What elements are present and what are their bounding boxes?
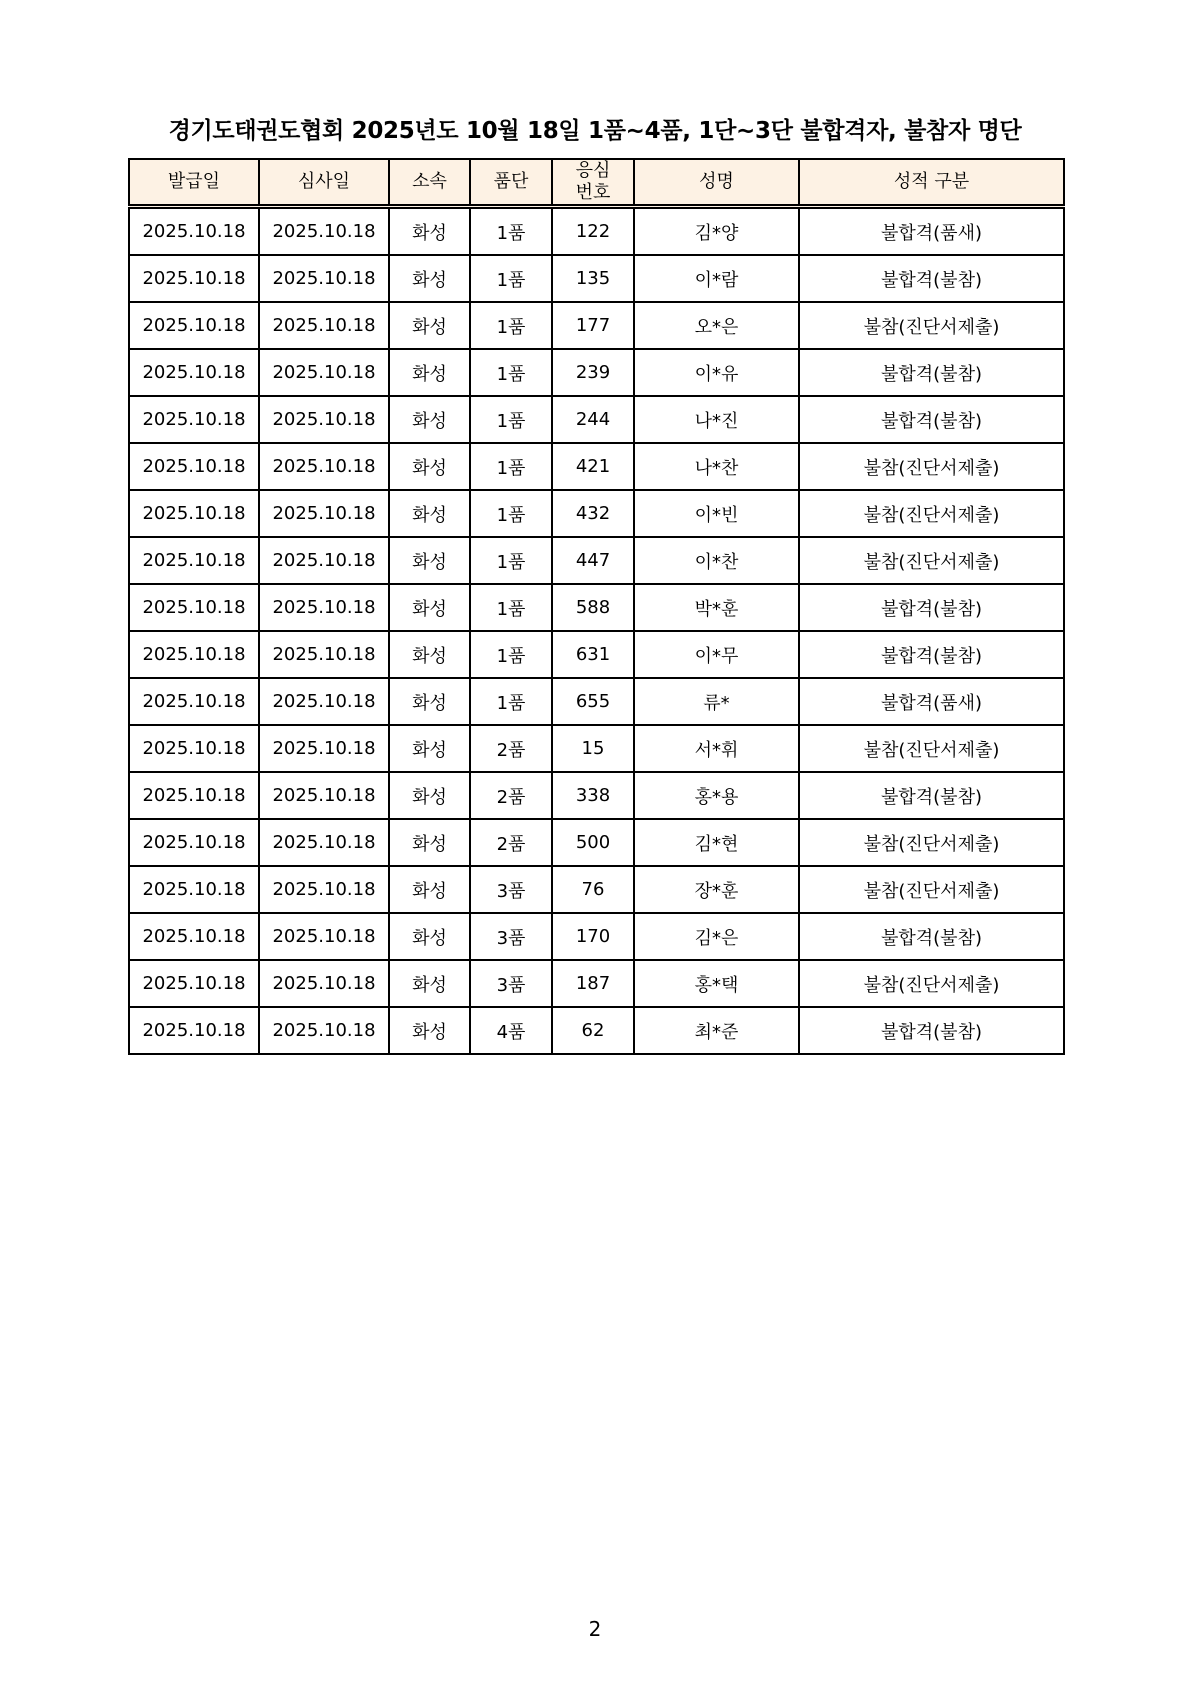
cell-result: 불참(진단서제출) (799, 866, 1064, 913)
cell-issue-date: 2025.10.18 (129, 725, 259, 772)
cell-issue-date: 2025.10.18 (129, 678, 259, 725)
cell-affiliation: 화성 (389, 960, 470, 1007)
cell-result: 불합격(불참) (799, 631, 1064, 678)
cell-exam-date: 2025.10.18 (259, 772, 389, 819)
header-col-result: 성적 구분 (799, 159, 1064, 207)
cell-issue-date: 2025.10.18 (129, 396, 259, 443)
cell-exam-number: 447 (552, 537, 634, 584)
cell-result: 불합격(불참) (799, 584, 1064, 631)
table-row (129, 349, 1064, 396)
table-row (129, 1007, 1064, 1054)
cell-exam-number: 655 (552, 678, 634, 725)
cell-exam-date: 2025.10.18 (259, 396, 389, 443)
cell-grade: 1품 (470, 537, 552, 584)
table-row (129, 819, 1064, 866)
cell-grade: 1품 (470, 584, 552, 631)
cell-exam-date: 2025.10.18 (259, 207, 389, 256)
cell-exam-number: 62 (552, 1007, 634, 1054)
table-row (129, 631, 1064, 678)
cell-grade: 2품 (470, 725, 552, 772)
table-row (129, 537, 1064, 584)
cell-affiliation: 화성 (389, 443, 470, 490)
cell-exam-number: 15 (552, 725, 634, 772)
cell-issue-date: 2025.10.18 (129, 255, 259, 302)
cell-name: 장*훈 (634, 866, 799, 913)
cell-affiliation: 화성 (389, 255, 470, 302)
cell-issue-date: 2025.10.18 (129, 207, 259, 256)
cell-exam-number: 122 (552, 207, 634, 256)
cell-affiliation: 화성 (389, 678, 470, 725)
cell-exam-date: 2025.10.18 (259, 678, 389, 725)
cell-exam-date: 2025.10.18 (259, 866, 389, 913)
cell-name: 서*휘 (634, 725, 799, 772)
cell-issue-date: 2025.10.18 (129, 913, 259, 960)
cell-result: 불참(진단서제출) (799, 443, 1064, 490)
cell-name: 김*은 (634, 913, 799, 960)
table-row (129, 913, 1064, 960)
header-col-name: 성명 (634, 159, 799, 207)
cell-name: 이*람 (634, 255, 799, 302)
cell-grade: 4품 (470, 1007, 552, 1054)
cell-affiliation: 화성 (389, 725, 470, 772)
cell-result: 불합격(불참) (799, 772, 1064, 819)
table-row (129, 678, 1064, 725)
cell-name: 이*찬 (634, 537, 799, 584)
cell-result: 불참(진단서제출) (799, 302, 1064, 349)
cell-affiliation: 화성 (389, 349, 470, 396)
table-row (129, 960, 1064, 1007)
table-body (129, 207, 1064, 1055)
cell-affiliation: 화성 (389, 866, 470, 913)
cell-exam-date: 2025.10.18 (259, 537, 389, 584)
cell-name: 김*양 (634, 207, 799, 256)
table-row (129, 866, 1064, 913)
cell-result: 불합격(불참) (799, 913, 1064, 960)
cell-exam-number: 421 (552, 443, 634, 490)
cell-grade: 2품 (470, 772, 552, 819)
cell-affiliation: 화성 (389, 819, 470, 866)
cell-affiliation: 화성 (389, 584, 470, 631)
cell-result: 불합격(불참) (799, 1007, 1064, 1054)
cell-issue-date: 2025.10.18 (129, 302, 259, 349)
cell-result: 불합격(불참) (799, 396, 1064, 443)
cell-affiliation: 화성 (389, 396, 470, 443)
cell-exam-number: 76 (552, 866, 634, 913)
cell-name: 이*유 (634, 349, 799, 396)
table-row (129, 490, 1064, 537)
cell-exam-date: 2025.10.18 (259, 913, 389, 960)
cell-affiliation: 화성 (389, 772, 470, 819)
cell-exam-date: 2025.10.18 (259, 302, 389, 349)
cell-name: 홍*용 (634, 772, 799, 819)
cell-exam-date: 2025.10.18 (259, 349, 389, 396)
cell-name: 이*무 (634, 631, 799, 678)
cell-grade: 1품 (470, 349, 552, 396)
cell-exam-number: 187 (552, 960, 634, 1007)
cell-exam-date: 2025.10.18 (259, 255, 389, 302)
result-table (128, 158, 1065, 1055)
cell-name: 최*준 (634, 1007, 799, 1054)
cell-name: 나*진 (634, 396, 799, 443)
header-col-exam-number: 응심 번호 (552, 159, 634, 207)
cell-exam-date: 2025.10.18 (259, 443, 389, 490)
table-row (129, 207, 1064, 256)
cell-issue-date: 2025.10.18 (129, 349, 259, 396)
cell-exam-number: 239 (552, 349, 634, 396)
cell-grade: 1품 (470, 443, 552, 490)
cell-issue-date: 2025.10.18 (129, 772, 259, 819)
cell-result: 불합격(불참) (799, 255, 1064, 302)
header-col-affiliation: 소속 (389, 159, 470, 207)
cell-grade: 3품 (470, 913, 552, 960)
cell-exam-number: 500 (552, 819, 634, 866)
table-row (129, 443, 1064, 490)
cell-name: 박*훈 (634, 584, 799, 631)
cell-issue-date: 2025.10.18 (129, 819, 259, 866)
cell-result: 불참(진단서제출) (799, 725, 1064, 772)
cell-affiliation: 화성 (389, 913, 470, 960)
cell-exam-date: 2025.10.18 (259, 819, 389, 866)
cell-exam-date: 2025.10.18 (259, 631, 389, 678)
header-row (129, 159, 1064, 207)
cell-exam-number: 631 (552, 631, 634, 678)
cell-name: 홍*택 (634, 960, 799, 1007)
cell-affiliation: 화성 (389, 302, 470, 349)
table-row (129, 725, 1064, 772)
cell-exam-number: 177 (552, 302, 634, 349)
cell-name: 오*은 (634, 302, 799, 349)
cell-result: 불참(진단서제출) (799, 819, 1064, 866)
cell-result: 불합격(품새) (799, 207, 1064, 256)
cell-exam-date: 2025.10.18 (259, 725, 389, 772)
cell-exam-number: 135 (552, 255, 634, 302)
cell-name: 류* (634, 678, 799, 725)
cell-name: 김*현 (634, 819, 799, 866)
cell-affiliation: 화성 (389, 490, 470, 537)
cell-exam-number: 244 (552, 396, 634, 443)
cell-affiliation: 화성 (389, 537, 470, 584)
cell-grade: 1품 (470, 302, 552, 349)
cell-issue-date: 2025.10.18 (129, 537, 259, 584)
cell-exam-number: 170 (552, 913, 634, 960)
table-row (129, 772, 1064, 819)
table-row (129, 396, 1064, 443)
cell-exam-date: 2025.10.18 (259, 584, 389, 631)
cell-exam-number: 588 (552, 584, 634, 631)
cell-grade: 1품 (470, 631, 552, 678)
cell-exam-date: 2025.10.18 (259, 490, 389, 537)
header-col-grade: 품단 (470, 159, 552, 207)
cell-affiliation: 화성 (389, 631, 470, 678)
cell-result: 불참(진단서제출) (799, 537, 1064, 584)
table-row (129, 302, 1064, 349)
cell-grade: 1품 (470, 490, 552, 537)
cell-issue-date: 2025.10.18 (129, 631, 259, 678)
cell-issue-date: 2025.10.18 (129, 490, 259, 537)
cell-name: 나*찬 (634, 443, 799, 490)
cell-grade: 2품 (470, 819, 552, 866)
cell-affiliation: 화성 (389, 1007, 470, 1054)
page-number: 2 (588, 1617, 602, 1641)
table-header (129, 159, 1064, 207)
cell-grade: 1품 (470, 678, 552, 725)
document-title: 경기도태권도협회 2025년도 10월 18일 1품~4품, 1단~3단 불합격자, 불참자 명단 (168, 118, 1022, 144)
cell-result: 불참(진단서제출) (799, 490, 1064, 537)
table-row (129, 255, 1064, 302)
cell-exam-date: 2025.10.18 (259, 960, 389, 1007)
cell-grade: 1품 (470, 396, 552, 443)
header-col-issue-date: 발급일 (129, 159, 259, 207)
cell-issue-date: 2025.10.18 (129, 960, 259, 1007)
cell-grade: 3품 (470, 960, 552, 1007)
cell-grade: 1품 (470, 207, 552, 256)
cell-affiliation: 화성 (389, 207, 470, 256)
cell-result: 불참(진단서제출) (799, 960, 1064, 1007)
cell-grade: 3품 (470, 866, 552, 913)
header-col-exam-date: 심사일 (259, 159, 389, 207)
cell-issue-date: 2025.10.18 (129, 443, 259, 490)
cell-grade: 1품 (470, 255, 552, 302)
cell-exam-number: 338 (552, 772, 634, 819)
cell-exam-date: 2025.10.18 (259, 1007, 389, 1054)
cell-name: 이*빈 (634, 490, 799, 537)
cell-result: 불합격(불참) (799, 349, 1064, 396)
table-row (129, 584, 1064, 631)
cell-issue-date: 2025.10.18 (129, 866, 259, 913)
cell-issue-date: 2025.10.18 (129, 584, 259, 631)
cell-issue-date: 2025.10.18 (129, 1007, 259, 1054)
cell-exam-number: 432 (552, 490, 634, 537)
cell-result: 불합격(품새) (799, 678, 1064, 725)
